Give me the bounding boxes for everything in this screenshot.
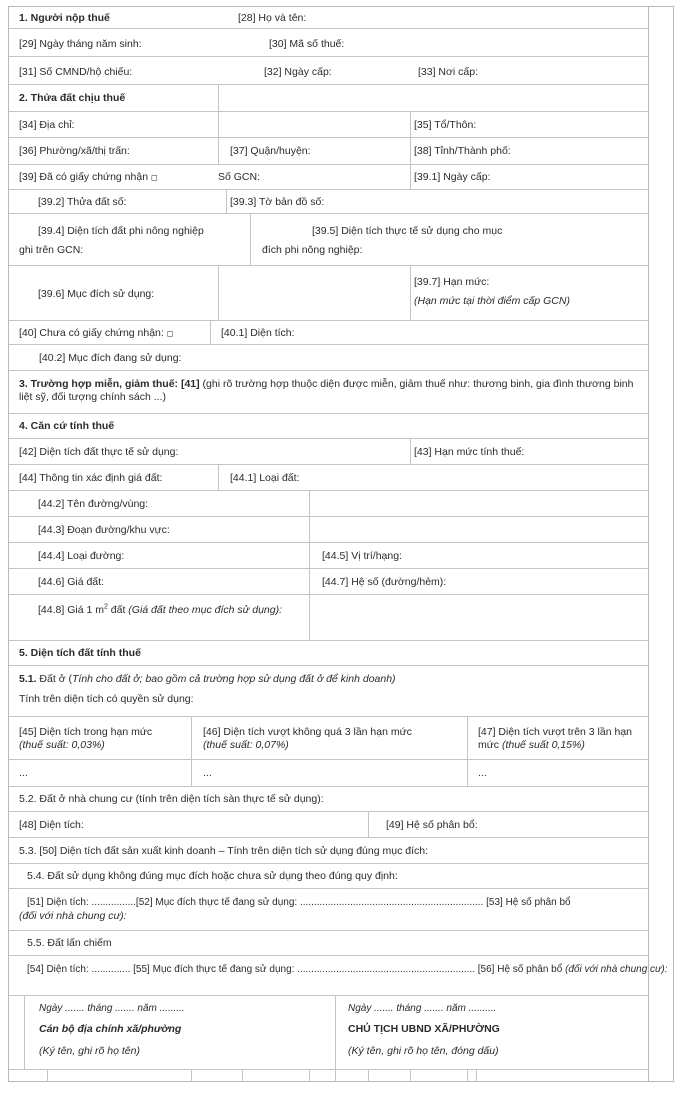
field-39-2-parcel-number: [39.2] Thửa đất số: [38,196,127,208]
field-38-province: [38] Tỉnh/Thành phố: [414,145,511,157]
field-33-issue-place: [33] Nơi cấp: [418,66,478,78]
field-39-3-map-sheet: [39.3] Tờ bản đồ số: [230,196,325,208]
row-5-2 [9,787,648,812]
row-39-4-39-5 [9,214,648,266]
checkbox-no-certificate[interactable]: ◻ [166,329,174,338]
field-45-rate: (thuế suất: 0,03%) [19,739,105,751]
section-5-4-misused: 5.4. Đất sử dụng không đúng mục đích hoặc chưa sử dụng theo đúng quy định: [27,870,398,882]
left-signer-hint: (Ký tên, ghi rõ họ tên) [39,1045,140,1057]
row-5-1 [9,666,648,717]
section-3-title: 3. Trường hợp miễn, giảm thuế: [41] [19,378,200,390]
field-28-name: [28] Họ và tên: [238,12,307,24]
field-37-district: [37] Quận/huyện: [230,145,311,157]
row-5-3 [9,838,648,864]
right-margin-column [648,6,649,1082]
value-45: ... [19,767,28,779]
field-36-ward: [36] Phường/xã/thị trấn: [19,145,130,157]
field-44-6-land-price: [44.6] Giá đất: [38,576,104,588]
row-29-30 [9,29,648,57]
row-39 [9,165,648,190]
field-48-area: [48] Diện tích: [19,819,84,831]
row-s4-title [9,414,648,439]
field-39-7-quota: [39.7] Hạn mức: [414,276,490,288]
right-date: Ngày ....... tháng ....... năm .......... [348,1003,497,1014]
row-signatures [9,996,648,1070]
field-31-id-number: [31] Số CMND/hộ chiếu: [19,66,133,78]
section-1-title: 1. Người nộp thuế [19,12,110,24]
checkbox-has-certificate[interactable]: ◻ [150,173,158,182]
field-45-within-quota: [45] Diện tích trong hạn mức [19,726,153,738]
field-43-tax-quota: [43] Hạn mức tính thuế: [414,446,525,458]
field-39-7-quota-note: (Hạn mức tại thời điểm cấp GCN) [414,295,570,307]
field-44-5-position: [44.5] Vị trí/hạng: [322,550,402,562]
row-40-40-1 [9,321,648,345]
row-s2-title [9,85,648,112]
field-44-7-coefficient: [44.7] Hệ số (đường/hẻm): [322,576,447,588]
row-51-53 [9,889,648,931]
field-44-2-street-name: [44.2] Tên đường/vùng: [38,498,149,510]
row-s5-title [9,641,648,666]
field-39-1-issue-date: [39.1] Ngày cấp: [414,171,491,183]
row-45-47-values [9,760,648,787]
field-42-actual-area: [42] Diện tích đất thực tế sử dụng: [19,446,179,458]
field-54-56: [54] Diện tích: .............. [55] Mục đích thực tế đang sử dụng: ................................................................ [56] Hệ số phân bổ (đối với nhà chung cư): [27,964,668,975]
value-47: ... [478,767,487,779]
section-5-title: 5. Diện tích đất tính thuế [19,647,141,659]
field-40-no-certificate: [40] Chưa có giấy chứng nhận: ◻ [19,327,174,339]
row-36-38 [9,138,648,165]
field-46-up-to-3x: [46] Diện tích vượt không quá 3 lần hạn mức [203,726,412,738]
field-34-address: [34] Địa chỉ: [19,119,75,131]
field-44-1-land-type: [44.1] Loại đất: [230,472,300,484]
field-40-2-current-use: [40.2] Mục đích đang sử dụng: [39,352,182,364]
row-39-6-39-7 [9,266,648,321]
row-31-33 [9,57,648,85]
section-2-title: 2. Thửa đất chịu thuế [19,92,126,104]
field-44-3-segment: [44.3] Đoạn đường/khu vực: [38,524,170,536]
section-3-text: (ghi rõ trường hợp thuộc diện được miễn, giảm thuế như: thương binh, gia đình thương binh liệt sỹ, đối tượng chính sách ...) [19,378,634,403]
row-44-2 [9,491,648,517]
row-s1-title [9,6,648,29]
row-44-4-44-5 [9,543,648,569]
left-signer-role: Cán bộ địa chính xã/phường [39,1023,182,1035]
field-39-has-certificate: [39] Đã có giấy chứng nhận ◻ [19,171,158,183]
row-54-56 [9,956,668,996]
section-3-exemption [19,378,639,404]
row-5-4 [9,864,648,889]
row-44-6-44-7 [9,569,648,595]
row-s3 [9,371,648,414]
field-40-1-area: [40.1] Diện tích: [221,327,295,339]
right-signer-hint: (Ký tên, ghi rõ họ tên, đóng dấu) [348,1045,499,1057]
section-5-1-basis: Tính trên diện tích có quyền sử dụng: [19,693,194,705]
field-32-issue-date: [32] Ngày cấp: [264,66,332,78]
row-39-2-39-3 [9,190,648,214]
section-5-3-business: 5.3. [50] Diện tích đất sản xuất kinh doanh – Tính trên diện tích sử dụng đúng mục đích: [19,845,429,857]
field-44-4-road-type: [44.4] Loại đường: [38,550,125,562]
field-44-price-info: [44] Thông tin xác định giá đất: [19,472,163,484]
field-53-note: (đối với nhà chung cư): [19,910,127,922]
field-46-rate: (thuế suất: 0,07%) [203,739,289,751]
row-44-8 [9,595,648,641]
field-39-5-actual-area: [39.5] Diện tích thực tế sử dụng cho mục đích phi nông nghiệp: [262,225,503,256]
field-39-4-area-on-certificate: [39.4] Diện tích đất phi nông nghiệp ghi trên GCN: [19,225,204,256]
section-5-1-residential: 5.1. Đất ở (Tính cho đất ở; bao gồm cả trường hợp sử dụng đất ở để kinh doanh) [19,673,396,685]
field-30-tax-code: [30] Mã số thuế: [269,38,345,50]
row-34-35 [9,112,648,138]
section-4-title: 4. Căn cứ tính thuế [19,420,115,432]
value-46: ... [203,767,212,779]
left-date: Ngày ....... tháng ....... năm ......... [39,1003,185,1014]
row-48-49 [9,812,648,838]
row-44-3 [9,517,648,543]
row-44-44-1 [9,465,648,491]
field-35-hamlet: [35] Tổ/Thôn: [414,119,477,131]
field-certificate-number: Số GCN: [218,171,261,183]
row-5-5 [9,931,648,956]
field-29-birthdate: [29] Ngày tháng năm sinh: [19,38,142,50]
field-39-6-purpose: [39.6] Mục đích sử dụng: [38,288,155,300]
section-5-2-apartment: 5.2. Đất ở nhà chung cư (tính trên diện tích sàn thực tế sử dụng): [19,793,324,805]
field-51-53: [51] Diện tích: ................[52] Mục đích thực tế đang sử dụng: .................................................................. [53] Hệ số phân bổ [27,897,571,908]
section-5-5-encroached: 5.5. Đất lấn chiếm [27,937,112,949]
field-44-8-price-per-m2: [44.8] Giá 1 $m^2$ đất (Giá đất theo mục đích sử dụng): [38,603,283,616]
row-45-47 [9,717,648,760]
field-49-allocation-coefficient: [49] Hệ số phân bổ: [386,819,478,831]
right-signer-role: CHỦ TỊCH UBND XÃ/PHƯỜNG [348,1023,500,1035]
field-47-over-3x: [47] Diện tích vượt trên 3 lần hạn mức (thuế suất 0,15%) [478,726,632,751]
row-42-43 [9,439,648,465]
row-40-2 [9,345,648,371]
